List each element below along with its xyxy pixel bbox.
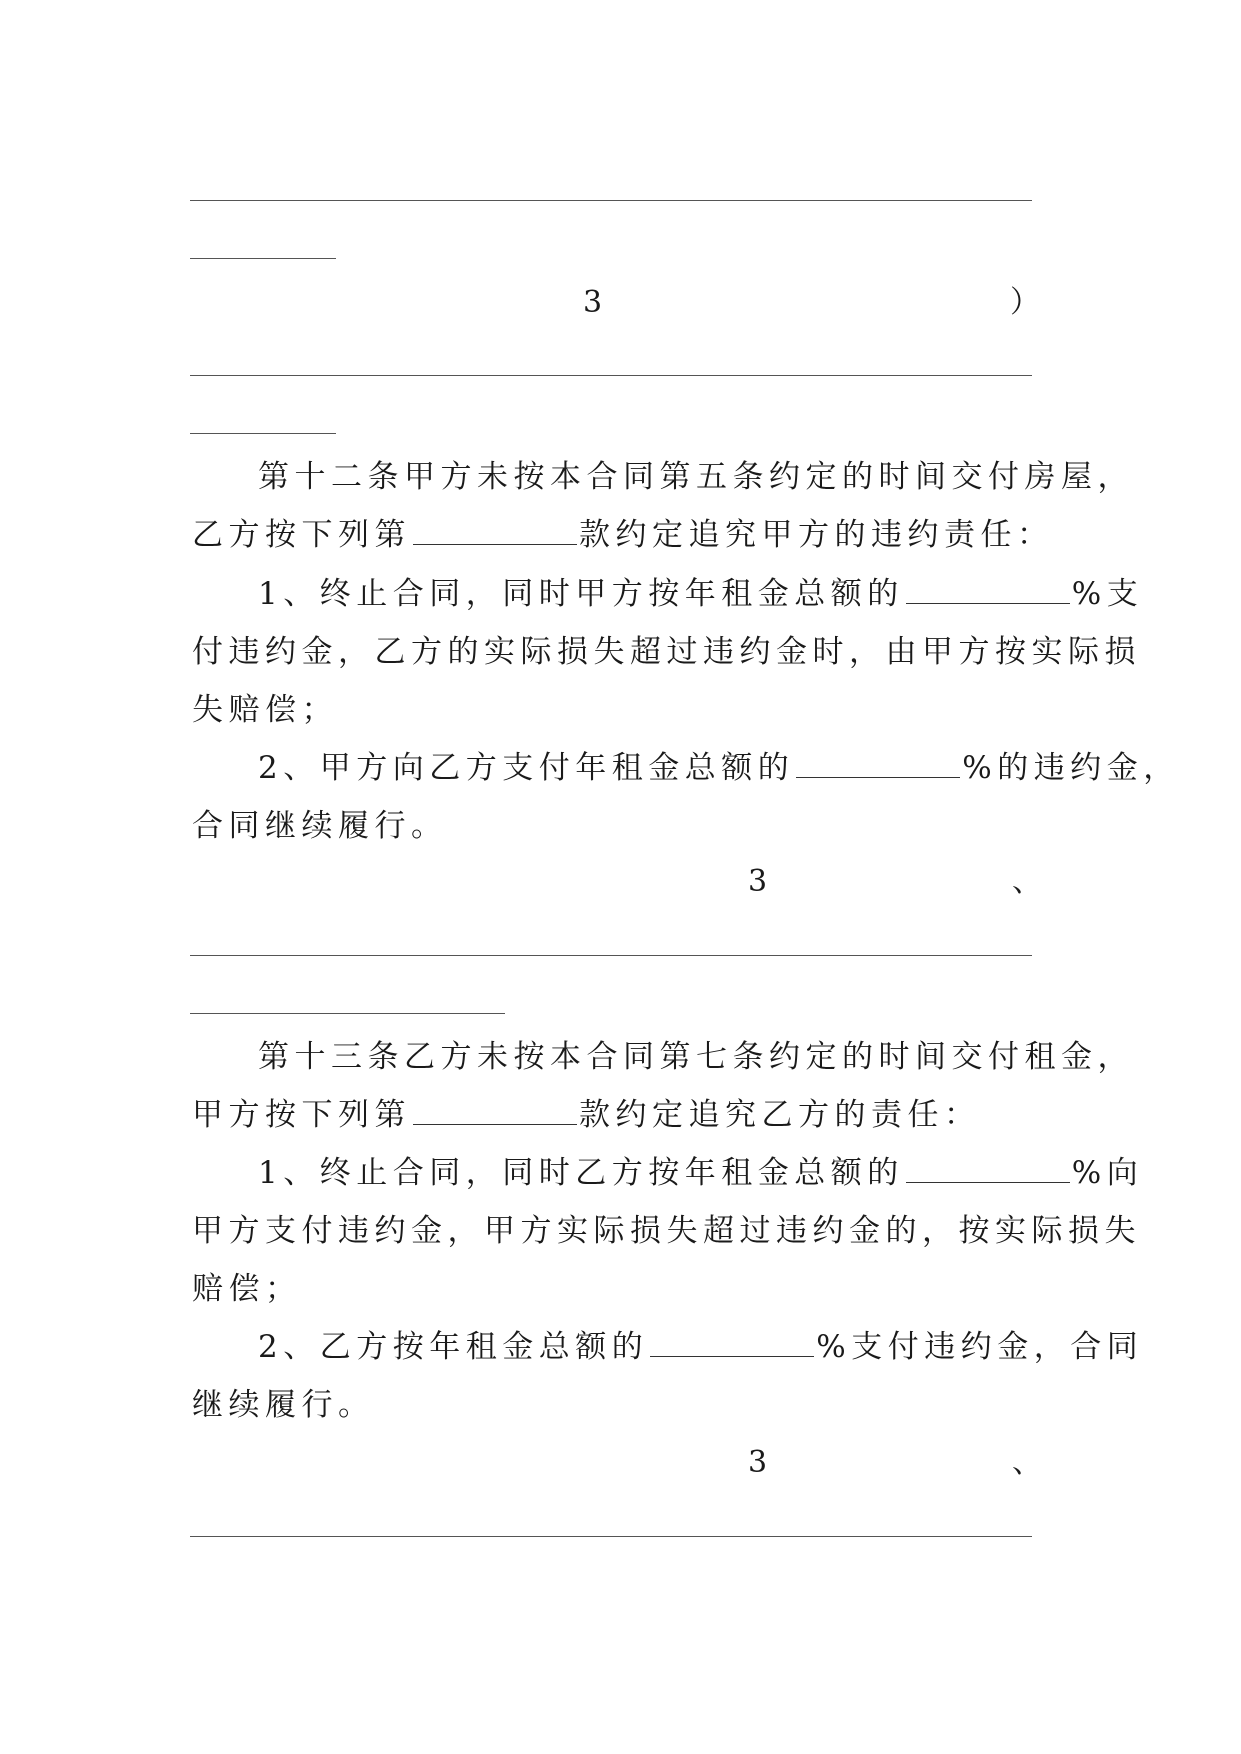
article-12-heading: [258, 457, 1134, 497]
item-number: 3: [583, 285, 603, 320]
fill-line: [190, 200, 1032, 201]
article-13-item-2: 2、乙方按年租金总额的 %支付违约金，合同: [258, 1329, 1144, 1365]
fill-line: [190, 1536, 1032, 1537]
fill-line: [190, 433, 336, 434]
article-13-item-2-end: 继续履行。: [192, 1387, 375, 1423]
fill-line: [190, 955, 1032, 956]
article-13-line-1: 第十三条乙方未按本合同第七条约定的时间交付租金，: [258, 1039, 1134, 1075]
clause-number-blank[interactable]: [413, 1098, 577, 1125]
article-13-item-1-cont: 甲方支付违约金，甲方实际损失超过违约金的，按实际损失: [192, 1213, 1141, 1249]
article-13-item-1: 1、终止合同，同时乙方按年租金总额的 %向: [258, 1155, 1144, 1191]
article-13-item-1-end: 赔偿；: [192, 1271, 302, 1307]
fill-line: [190, 375, 1032, 376]
item-number: 3: [748, 864, 768, 899]
article-12-item-1-cont: 付违约金，乙方的实际损失超过违约金时，由甲方按实际损: [192, 634, 1141, 670]
article-12-line-1: 第十二条甲方未按本合同第五条约定的时间交付房屋，: [258, 459, 1134, 495]
clause-number-blank[interactable]: [413, 518, 577, 545]
article-12-item-2: 2、甲方向乙方支付年租金总额的 %的违约金，: [258, 750, 1180, 786]
article-12-item-2-end: 合同继续履行。: [192, 808, 448, 844]
item-number: 3: [748, 1445, 768, 1480]
article-12-item-1: 1、终止合同，同时甲方按年租金总额的 %支: [258, 576, 1144, 612]
closing-paren: ）: [1010, 285, 1040, 320]
article-13-heading: [258, 1037, 1134, 1077]
percent-blank[interactable]: [796, 751, 960, 778]
percent-blank[interactable]: [906, 577, 1070, 604]
article-12-clause: 乙方按下列第 款约定追究甲方的违约责任：: [192, 517, 1054, 553]
percent-blank[interactable]: [650, 1330, 814, 1357]
article-12-item-1-end: 失赔偿；: [192, 692, 338, 728]
article-13-clause: 甲方按下列第 款约定追究乙方的责任：: [192, 1097, 981, 1133]
enumeration-comma: 、: [1012, 864, 1042, 899]
percent-blank[interactable]: [906, 1156, 1070, 1183]
fill-line: [190, 1013, 505, 1014]
enumeration-comma: 、: [1012, 1445, 1042, 1480]
fill-line: [190, 258, 336, 259]
